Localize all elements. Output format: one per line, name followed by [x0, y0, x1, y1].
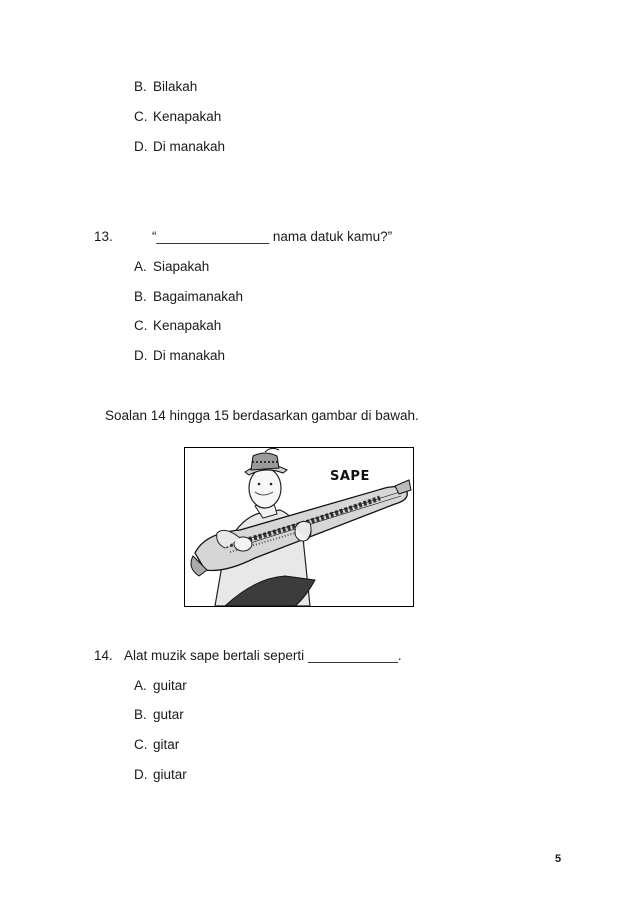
q12-option-c [134, 109, 221, 125]
option-letter: A. [134, 259, 147, 274]
sape-player-drawing [185, 448, 413, 606]
option-text: Kenapakah [153, 318, 222, 333]
q13-option-a [134, 259, 209, 275]
option-text: Kenapakah [153, 109, 222, 124]
q14-option-c [134, 737, 179, 753]
section-instruction: Soalan 14 hingga 15 berdasarkan gambar di bawah. [105, 408, 419, 423]
option-letter: C. [134, 109, 148, 124]
option-text: Bagaimanakah [153, 289, 244, 304]
q14-option-a [134, 678, 187, 694]
q14-prompt: Alat muzik sape bertali seperti ____________. [124, 648, 402, 663]
q14-number: 14. [94, 648, 113, 663]
sape-label: SAPE [330, 469, 370, 484]
option-text: Di manakah [153, 139, 226, 154]
option-text: Di manakah [153, 348, 226, 363]
option-text: Siapakah [153, 259, 210, 274]
sape-illustration [184, 447, 414, 607]
option-text: gutar [153, 707, 184, 722]
q13-number: 13. [94, 229, 113, 244]
option-letter: A. [134, 678, 147, 693]
option-text: guitar [153, 678, 187, 693]
option-text: Bilakah [153, 79, 198, 94]
option-letter: D. [134, 348, 148, 363]
option-letter: C. [134, 737, 148, 752]
option-letter: B. [134, 289, 147, 304]
option-letter: D. [134, 767, 148, 782]
q13-option-b [134, 289, 243, 305]
page-number: 5 [555, 853, 562, 865]
option-letter: C. [134, 318, 148, 333]
q13-option-d [134, 348, 225, 364]
q14-option-d [134, 767, 187, 783]
option-letter: B. [134, 79, 147, 94]
q14-option-b [134, 707, 184, 723]
q13-option-c [134, 318, 221, 334]
option-letter: D. [134, 139, 148, 154]
q12-option-b [134, 79, 197, 95]
option-letter: B. [134, 707, 147, 722]
option-text: gitar [153, 737, 180, 752]
q13-prompt: “_______________ nama datuk kamu?” [152, 229, 393, 244]
option-text: giutar [153, 767, 187, 782]
q12-option-d [134, 139, 225, 155]
